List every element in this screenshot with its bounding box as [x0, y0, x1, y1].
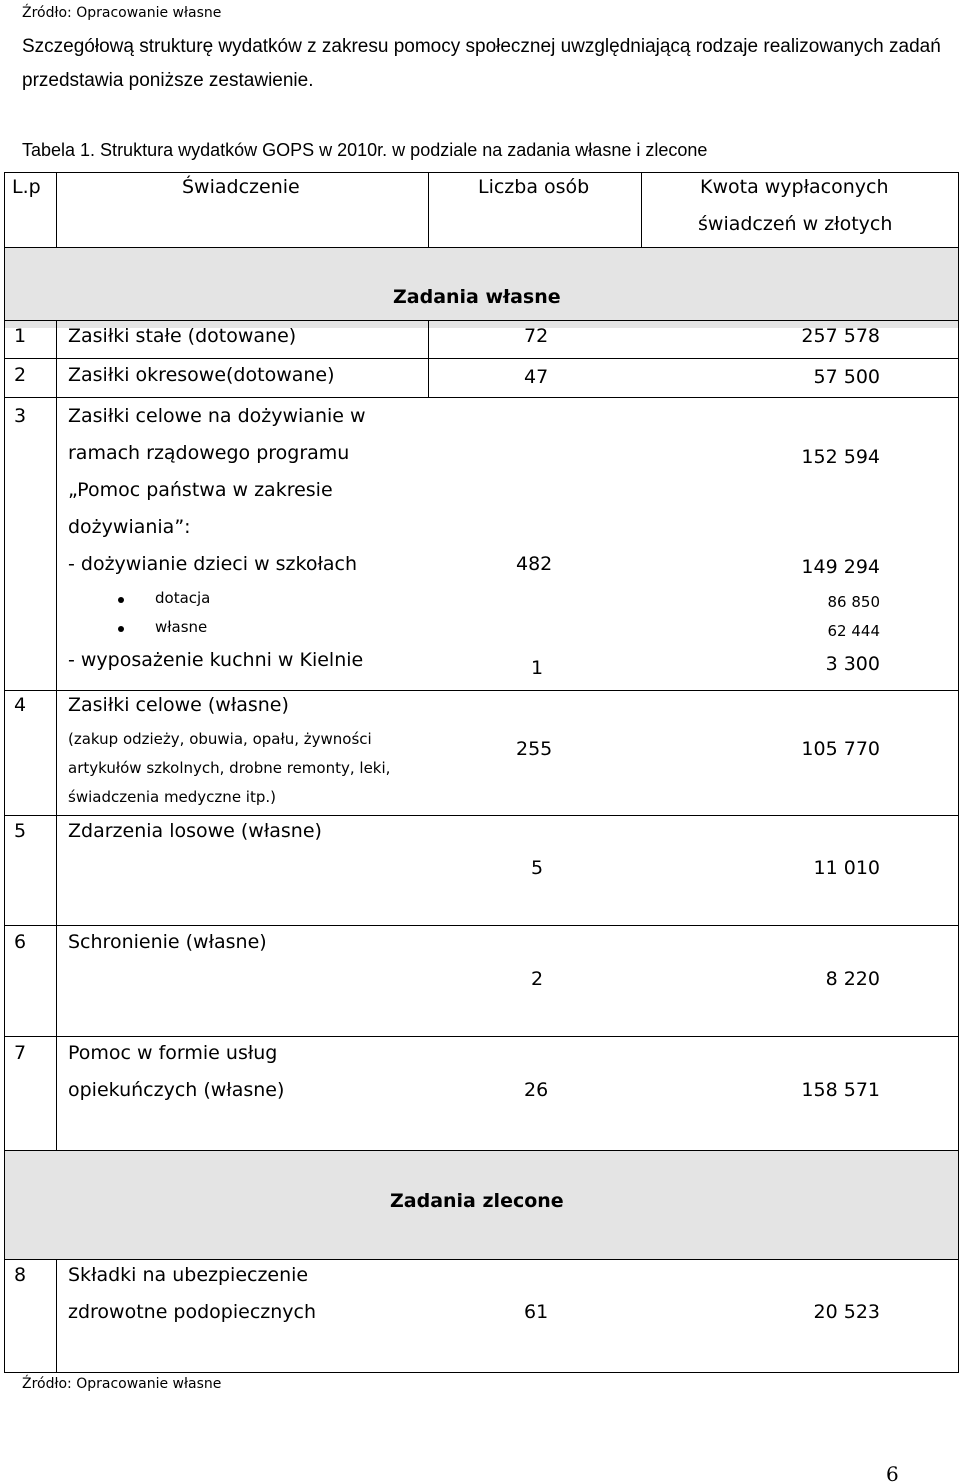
row-amount: 152 594: [801, 446, 880, 468]
row-persons: 47: [524, 366, 549, 388]
table-caption: Tabela 1. Struktura wydatków GOPS w 2010r. w podziale na zadania własne i zlecone: [22, 140, 708, 160]
source-note-bottom: Źródło: Opracowanie własne: [22, 1376, 222, 1392]
bullet-icon: [118, 626, 124, 632]
row-persons: 72: [524, 325, 549, 347]
sub-item-name: własne: [155, 618, 208, 636]
sub-item-name: dotacja: [155, 589, 211, 607]
row-persons: 2: [531, 968, 544, 990]
row-persons: 26: [524, 1079, 549, 1101]
row-lp: 7: [14, 1042, 27, 1064]
table-rule: [4, 320, 959, 321]
row-benefit-line: opiekuńczych (własne): [68, 1079, 285, 1101]
sub-item-amount: 3 300: [825, 653, 880, 675]
row-benefit-line: dożywiania”:: [68, 516, 191, 538]
table-rule: [4, 172, 959, 173]
row-lp: 8: [14, 1264, 27, 1286]
table-rule: [4, 397, 959, 398]
table-rule: [4, 815, 959, 816]
header-lp: L.p: [12, 176, 41, 198]
sub-item-amount: 149 294: [801, 556, 880, 578]
source-note-top: Źródło: Opracowanie własne: [22, 5, 222, 21]
row-lp: 2: [14, 364, 27, 386]
bullet-icon: [118, 597, 124, 603]
row-persons: 61: [524, 1301, 549, 1323]
row-benefit: Zasiłki stałe (dotowane): [68, 325, 297, 347]
table-rule: [56, 1259, 57, 1372]
row-amount: 11 010: [813, 857, 880, 879]
row-persons: 5: [531, 857, 544, 879]
row-amount: 105 770: [801, 738, 880, 760]
row-lp: 1: [14, 325, 27, 347]
row-benefit-line: zdrowotne podopiecznych: [68, 1301, 317, 1323]
table-rule: [4, 247, 959, 248]
row-lp: 5: [14, 820, 27, 842]
row-benefit: Zasiłki celowe (własne): [68, 694, 289, 716]
header-amount-line2: świadczeń w złotych: [698, 213, 893, 235]
table-rule: [4, 172, 5, 1373]
table-rule: [56, 172, 57, 247]
table-rule: [4, 1036, 959, 1037]
row-benefit: Zasiłki okresowe(dotowane): [68, 364, 335, 386]
expenditure-table: [4, 172, 959, 1374]
row-amount: 158 571: [801, 1079, 880, 1101]
row-lp: 6: [14, 931, 27, 953]
intro-paragraph: Szczegółową strukturę wydatków z zakresu pomocy społecznej uwzględniającą rodzaje realizowanych zadań przedstawia poniższe zestawienie.: [22, 36, 941, 91]
row-note-line: świadczenia medyczne itp.): [68, 788, 277, 806]
row-benefit: Schronienie (własne): [68, 931, 267, 953]
table-rule: [4, 1372, 959, 1373]
table-rule: [958, 172, 959, 1373]
row-note-line: artykułów szkolnych, drobne remonty, leki,: [68, 759, 391, 777]
header-persons: Liczba osób: [478, 176, 590, 198]
sub-item-name: - dożywianie dzieci w szkołach: [68, 553, 358, 575]
row-benefit-line: Pomoc w formie usług: [68, 1042, 278, 1064]
row-benefit-line: ramach rządowego programu: [68, 442, 350, 464]
sub-item-name: - wyposażenie kuchni w Kielnie: [68, 649, 364, 671]
row-amount: 57 500: [813, 366, 880, 388]
row-lp: 3: [14, 405, 27, 427]
table-rule: [56, 320, 57, 1150]
row-benefit: Zdarzenia losowe (własne): [68, 820, 322, 842]
row-benefit-line: Zasiłki celowe na dożywianie w: [68, 405, 366, 427]
section-title-commissioned: Zadania zlecone: [390, 1190, 564, 1212]
row-benefit-line: Składki na ubezpieczenie: [68, 1264, 309, 1286]
table-rule: [428, 320, 429, 398]
table-rule: [4, 925, 959, 926]
sub-item-amount: 62 444: [827, 622, 880, 640]
table-rule: [641, 172, 642, 247]
table-rule: [428, 172, 429, 247]
row-lp: 4: [14, 694, 27, 716]
header-benefit: Świadczenie: [182, 176, 300, 198]
row-persons: 255: [516, 738, 553, 760]
table-rule: [4, 1259, 959, 1260]
sub-item-persons: 482: [516, 553, 553, 575]
row-amount: 20 523: [813, 1301, 880, 1323]
row-amount: 8 220: [825, 968, 880, 990]
page-number: 6: [886, 1462, 899, 1483]
table-rule: [4, 1150, 959, 1151]
table-rule: [4, 690, 959, 691]
sub-item-persons: 1: [531, 657, 544, 679]
header-amount-line1: Kwota wypłaconych: [700, 176, 889, 198]
row-amount: 257 578: [801, 325, 880, 347]
section-title-own: Zadania własne: [393, 286, 561, 308]
row-note-line: (zakup odzieży, obuwia, opału, żywności: [68, 730, 372, 748]
sub-item-amount: 86 850: [827, 593, 880, 611]
table-rule: [4, 358, 959, 359]
row-benefit-line: „Pomoc państwa w zakresie: [68, 479, 333, 501]
